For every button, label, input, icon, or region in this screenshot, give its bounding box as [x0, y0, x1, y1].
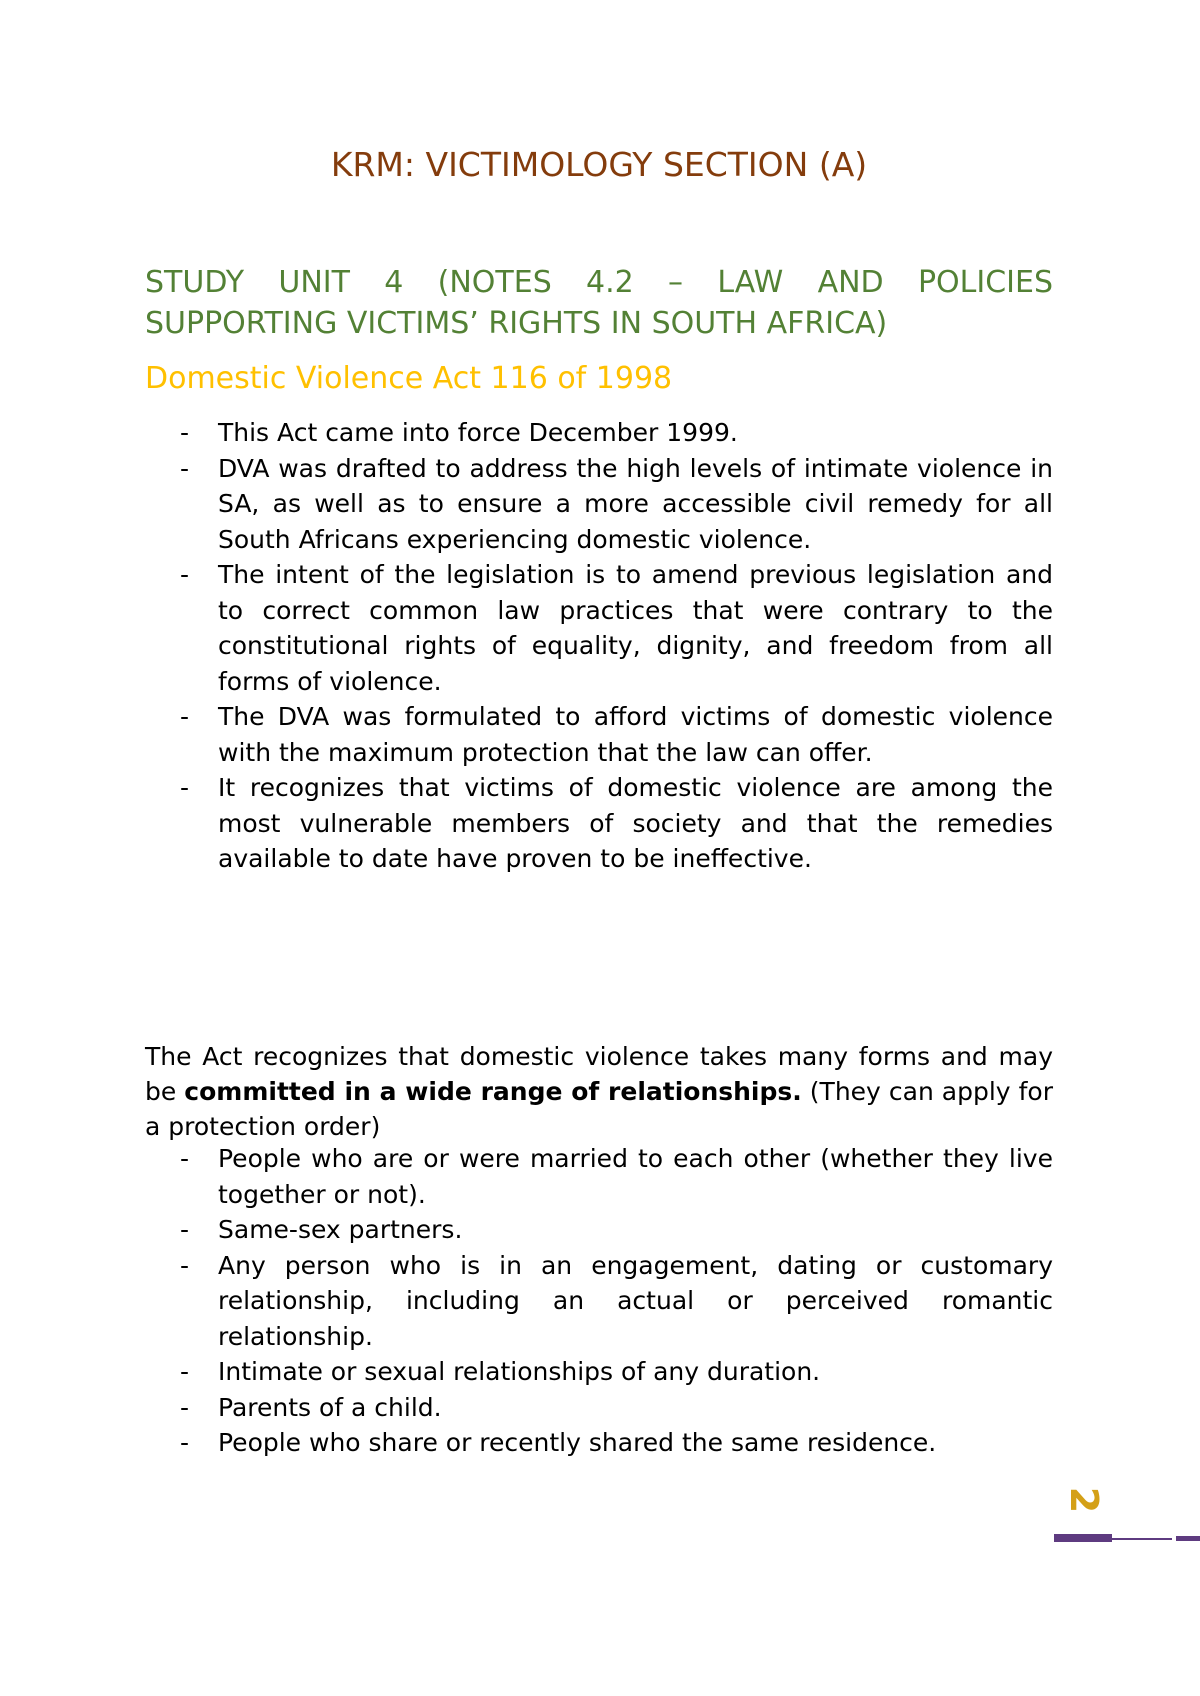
dash-bullet: - [180, 1215, 190, 1244]
list-item [180, 557, 1053, 699]
dash-bullet: - [180, 453, 190, 483]
footer-rule-thin [1112, 1538, 1172, 1540]
study-unit-heading [145, 262, 1053, 344]
list-item-text: It recognizes that victims of domestic violence are among the most vulnerable members of society and that the remedies available to date have proven to be ineffective. [218, 773, 1053, 873]
study-unit-heading-line-2: SUPPORTING VICTIMS’ RIGHTS IN SOUTH AFRICA) [145, 306, 888, 341]
list-item-text: Any person who is in an engagement, dating or customary relationship, including an actual or perceived romantic relationship. [218, 1250, 1053, 1351]
act-heading: Domestic Violence Act 116 of 1998 [145, 361, 673, 396]
page-number: 2 [1062, 1486, 1106, 1514]
list-item-text: DVA was drafted to address the high levels of intimate violence in SA, as well as to ensure a more accessible civil remedy for all South Africans experiencing domestic violence. [218, 453, 1053, 554]
paragraph-text-end: (They can apply for a protection order) [145, 1077, 1054, 1141]
footer-rule-tail [1176, 1536, 1200, 1541]
list-item-text: This Act came into force December 1999. [218, 418, 738, 447]
dash-bullet: - [180, 1250, 190, 1280]
list-item-text: Same-sex partners. [218, 1215, 463, 1244]
list-item-text: Parents of a child. [218, 1392, 442, 1422]
list-item-text: People who are or were married to each other (whether they live together or not). [218, 1144, 1053, 1209]
relationships-paragraph [145, 1039, 1053, 1144]
footer-rule [1054, 1534, 1112, 1542]
dash-bullet: - [180, 560, 190, 589]
paragraph-text-start: The Act recognizes that domestic violence takes many forms and may be [145, 1042, 1053, 1106]
list-item [180, 1425, 1053, 1461]
dash-bullet: - [180, 1392, 190, 1422]
dash-bullet: - [180, 1357, 190, 1386]
dash-bullet: - [180, 702, 190, 731]
paragraph-bold-text: committed in a wide range of relationships. [184, 1077, 802, 1106]
list-item [180, 1212, 1053, 1248]
list-item [180, 1248, 1053, 1355]
list-item [180, 1141, 1053, 1212]
relationships-list [180, 1141, 1053, 1461]
list-item [180, 1354, 1053, 1390]
list-item [180, 699, 1053, 770]
dash-bullet: - [180, 1144, 190, 1173]
list-item [180, 1390, 1053, 1426]
dash-bullet: - [180, 1428, 190, 1457]
list-item [180, 451, 1053, 558]
list-item-text: People who share or recently shared the same residence. [218, 1428, 937, 1457]
list-item [180, 770, 1053, 877]
document-title: KRM: VICTIMOLOGY SECTION (A) [330, 145, 868, 184]
list-item [180, 415, 1053, 451]
list-item-text: The DVA was formulated to afford victims of domestic violence with the maximum protection that the law can offer. [218, 702, 1053, 767]
act-facts-list [180, 415, 1053, 877]
study-unit-heading-line-1: STUDY UNIT 4 (NOTES 4.2 – LAW AND POLICIES [145, 265, 1053, 300]
list-item-text: The intent of the legislation is to amend previous legislation and to correct common law practices that were contrary to the constitutional rights of equality, dignity, and freedom from all forms of violence. [218, 560, 1053, 696]
list-item-text: Intimate or sexual relationships of any duration. [218, 1357, 821, 1386]
dash-bullet: - [180, 418, 190, 447]
dash-bullet: - [180, 773, 190, 802]
